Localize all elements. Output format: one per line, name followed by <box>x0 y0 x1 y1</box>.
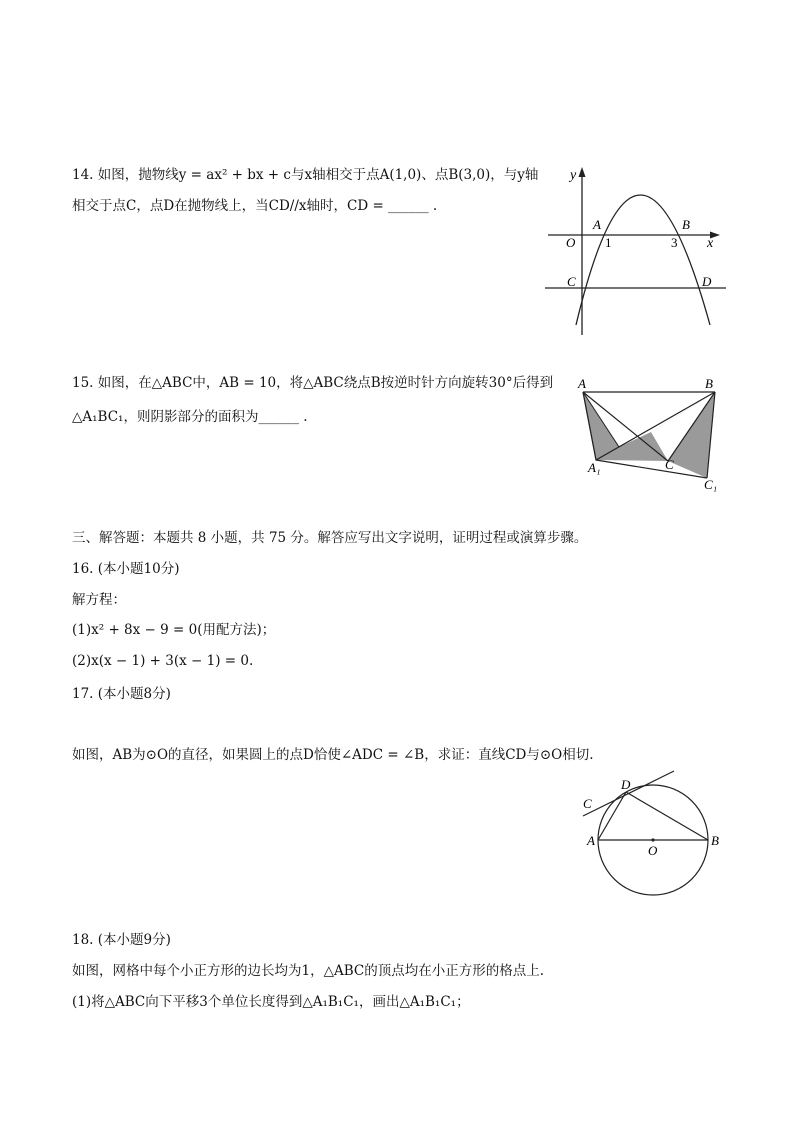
q15-label-C1: C₁ <box>704 477 718 492</box>
q14-label-O: O <box>566 235 576 250</box>
q14-label-D: D <box>702 274 712 289</box>
q16-heading: 16. (本小题10分) <box>72 561 180 577</box>
q15-rotation-figure <box>575 375 735 495</box>
q17-text: 如图，AB为⊙O的直径，如果圆上的点D恰使∠ADC = ∠B，求证：直线CD与⊙O相切. <box>72 747 594 763</box>
section-3-heading: 三、解答题：本题共 8 小题，共 75 分。解答应写出文字说明，证明过程或演算步骤。 <box>72 530 588 546</box>
q17-label-O: O <box>648 843 658 858</box>
q14-label-y: y <box>570 168 577 183</box>
q14-line1: 14. 如图，抛物线y = ax² + bx + c与x轴相交于点A(1,0)、点B(3,0)，与y轴 <box>72 167 539 183</box>
q17-label-D: D <box>621 777 631 792</box>
q15-label-A: A <box>578 376 586 391</box>
q17-heading: 17. (本小题8分) <box>72 686 171 702</box>
q14-label-C: C <box>567 274 576 289</box>
q16-intro: 解方程： <box>72 592 126 608</box>
q18-text: 如图，网格中每个小正方形的边长均为1，△ABC的顶点均在小正方形的格点上. <box>72 963 545 979</box>
q18-heading: 18. (本小题9分) <box>72 932 171 948</box>
q14-line2: 相交于点C，点D在抛物线上，当CD//x轴时，CD = ______ . <box>72 198 438 214</box>
q14-label-A: A <box>593 217 601 232</box>
q14-label-x: x <box>707 236 714 251</box>
q15-label-B: B <box>705 376 713 391</box>
q15-label-C: C <box>665 457 674 472</box>
q16-part1: (1)x² + 8x − 9 = 0(用配方法)； <box>72 622 276 638</box>
q16-part2: (2)x(x − 1) + 3(x − 1) = 0. <box>72 653 254 669</box>
q17-label-B: B <box>711 833 719 848</box>
q17-label-A: A <box>587 833 595 848</box>
q18-part1: (1)将△ABC向下平移3个单位长度得到△A₁B₁C₁，画出△A₁B₁C₁； <box>72 994 470 1010</box>
q14-label-3: 3 <box>671 235 678 250</box>
q14-label-B: B <box>682 217 690 232</box>
q14-parabola-figure <box>540 165 730 335</box>
q14-label-1: 1 <box>605 235 612 250</box>
q15-line2: △A₁BC₁，则阴影部分的面积为______ . <box>72 409 308 425</box>
q15-line1: 15. 如图，在△ABC中，AB = 10，将△ABC绕点B按逆时针方向旋转30°后得到 <box>72 375 554 391</box>
q17-label-C: C <box>583 796 592 811</box>
q17-circle-figure <box>578 768 728 898</box>
q15-label-A1: A₁ <box>588 460 601 475</box>
